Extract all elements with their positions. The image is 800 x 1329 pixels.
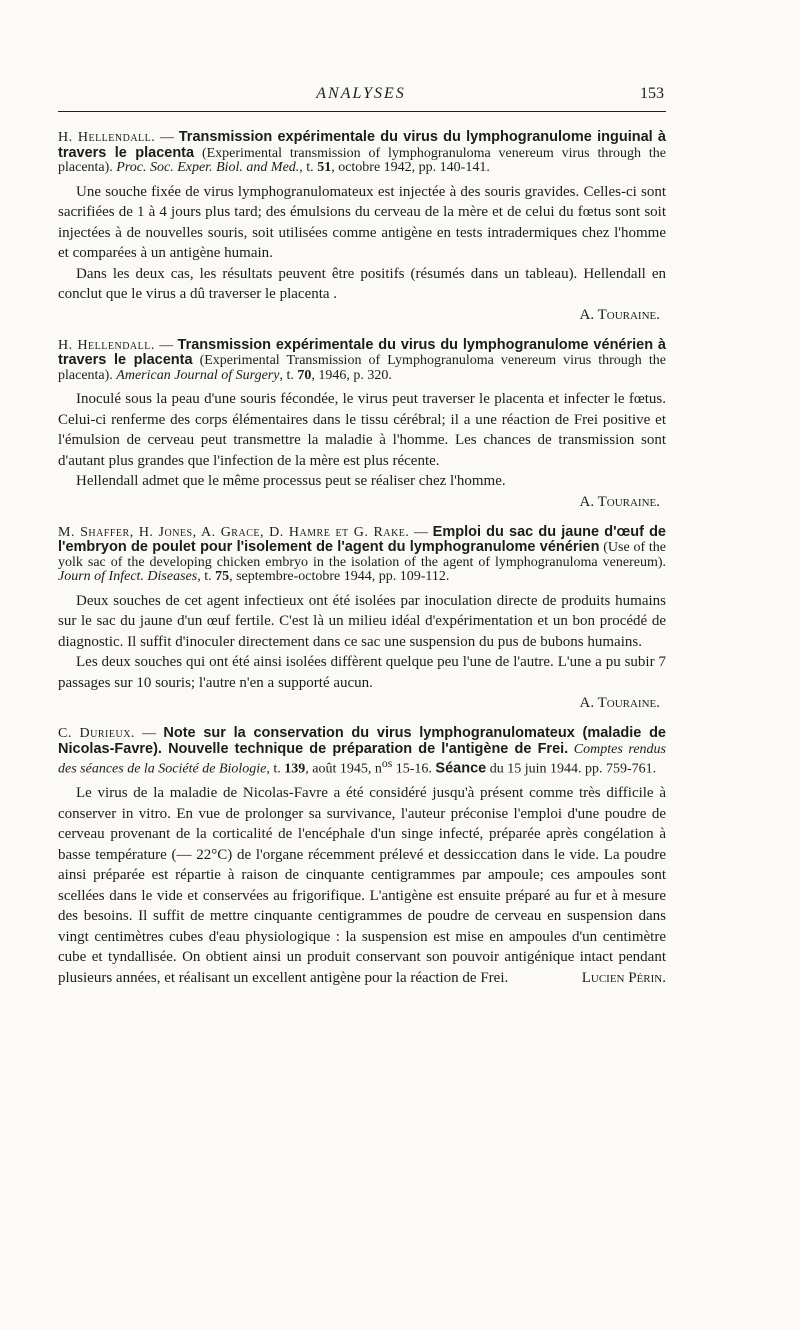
dash: — — [155, 130, 179, 145]
article-title: Emploi du sac du jaune d'œuf de l'embryon de poulet pour l'isolement de l'agent du lymphogranulome vénérien — [58, 523, 666, 555]
seance-date: du 15 juin 1944. pp. 759-761. — [486, 761, 657, 777]
volume-number: 139 — [284, 761, 306, 777]
english-title: (Experimental transmission of lymphogranuloma venereum virus through the placenta). — [58, 145, 666, 175]
author-names: M. Shaffer, H. Jones, A. Grace, D. Hamre et G. Rake. — [58, 524, 410, 540]
review-entry — [58, 525, 666, 714]
number-superscript: os — [381, 757, 393, 770]
reviewer-signature: A. Touraine. — [579, 695, 660, 711]
date-pages: , août 1945, n — [305, 761, 382, 777]
tome-prefix: , t. — [266, 761, 285, 777]
date-pages: , 1946, p. 320. — [311, 367, 392, 383]
dash: — — [154, 337, 178, 353]
english-title: (Use of the yolk sac of the developing chicken embryo in the isolation of the agent of lymphogranuloma venereum). — [58, 540, 666, 570]
date-pages: , octobre 1942, pp. 140-141. — [331, 160, 490, 175]
citation — [58, 338, 666, 384]
tome-prefix: , t. — [279, 367, 298, 383]
review-entry — [58, 338, 666, 512]
reviewer-signature: A. Touraine. — [579, 493, 660, 510]
tome-prefix: , t. — [197, 569, 216, 584]
abstract-paragraph: Une souche fixée de virus lymphogranulomateux est injectée à des souris gravides. Celles-ci sont sacrifiées de 1 à 4 jours plus tard; des émulsions du cerveau de la mère et de celui du fœtus sont soit injectées à de nouvelles souris, soit utilisées comme antigène en tests intradermiques chez l'homme et comparées à un antigène humain. — [58, 183, 666, 261]
abstract-paragraph: Hellendall admet que le même processus peut se réaliser chez l'homme. — [76, 473, 506, 489]
journal-name: Proc. Soc. Exper. Biol. and Med. — [116, 160, 300, 175]
english-title: (Experimental Transmission of Lymphogranuloma venereum virus through the placenta). — [58, 353, 666, 383]
author-names: H. Hellendall. — [58, 130, 156, 145]
abstract-paragraph: Inoculé sous la peau d'une souris fécondée, le virus peut traverser le placenta et infecter le fœtus. Celui-ci renferme des corps élémentaires dans le tissu cérébral; il a une réaction de Frei positive et l'émulsion de cerveau peut transmettre la maladie à l'homme. Les chances de transmission sont d'autant plus grandes que l'infection de la mère est plus récente. — [58, 391, 666, 469]
reviewer-signature: A. Touraine. — [579, 306, 660, 323]
seance-label: Séance — [435, 760, 487, 777]
review-entry — [58, 726, 666, 988]
abstract-paragraph: Dans les deux cas, les résultats peuvent être positifs (résumés dans un tableau). Hellendall en conclut que le virus a dû traverser le placenta . — [58, 265, 666, 302]
author-names: C. Durieux. — [58, 726, 135, 741]
page-number: 153 — [640, 85, 664, 102]
abstract-paragraph: Deux souches de cet agent infectieux ont été isolées par inoculation directe de produits humains sur le sac du jaune d'un œuf fertile. C'est là un milieu idéal d'expérimentation et un bon procédé de diagnostic. Il suffit d'inoculer directement dans ce sac une suspension du pus de bubons humains. — [58, 592, 666, 650]
dash: — — [134, 726, 164, 741]
journal-name: Journ of Infect. Diseases — [58, 569, 198, 584]
citation — [58, 130, 666, 176]
review-entry — [58, 130, 666, 325]
volume-number: 51 — [317, 160, 332, 175]
article-title: Transmission expérimentale du virus du lymphogranulome inguinal à travers le placenta — [58, 129, 666, 161]
journal-name: Comptes rendus des séances de la Société de Biologie — [58, 741, 666, 777]
volume-number: 75 — [215, 569, 230, 584]
reviewer-signature: Lucien Périn. — [581, 969, 666, 986]
abstract-paragraph — [58, 783, 666, 988]
article-title: Transmission expérimentale du virus du lymphogranulome vénérien à travers le placenta — [58, 336, 666, 368]
page-header — [58, 85, 664, 107]
journal-name: American Journal of Surgery — [116, 367, 280, 383]
abstract-text: Le virus de la maladie de Nicolas-Favre a été considéré jusqu'à présent comme très difficile à conserver in vitro. En vue de prolonger sa survivance, l'auteur préconise l'emploi d'une poudre de cerveau provenant de la corticalité de l'encéphale d'un singe infecté, préparée après congélation à basse température (— 22°C) de l'organe récemment prélevé et dessiccation dans le vide. La poudre ainsi préparée est répartie à raison de cinquante centigrammes par ampoule; ces ampoules sont scellées dans le vide et conservées au frigorifique. L'antigène est ensuite préparé au fur et à mesure des besoins. Il suffit de mettre cinquante centigrammes de poudre de cerveau en suspension dans vingt centimètres cubes d'eau physiologique : la suspension est mise en ampoules d'un centimètre cube et tyndallisée. On obtient ainsi un produit conservant son pouvoir antigénique intact pendant plusieurs années, et réalisant un excellent antigène pour la réaction de Frei. — [58, 785, 666, 986]
page-content — [58, 130, 666, 1001]
citation — [58, 726, 666, 777]
dash: — — [409, 524, 433, 540]
header-rule — [58, 111, 666, 112]
volume-number: 70 — [297, 367, 312, 383]
tome-prefix: , t. — [299, 160, 318, 175]
author-names: H. Hellendall. — [58, 337, 155, 353]
date-pages: , septembre-octobre 1944, pp. 109-112. — [229, 569, 450, 584]
abstract-paragraph: Les deux souches qui ont été ainsi isolées diffèrent quelque peu l'une de l'autre. L'une a pu subir 7 passages sur 10 souris; l'autre n'en a supporté aucun. — [58, 654, 666, 691]
article-title: Note sur la conservation du virus lymphogranulomateux (maladie de Nicolas-Favre). Nouvelle technique de préparation de l'antigène de Frei. — [58, 725, 666, 757]
running-title: ANALYSES — [316, 85, 406, 102]
date-pages-continued: 15-16. — [392, 761, 436, 777]
citation — [58, 525, 666, 585]
